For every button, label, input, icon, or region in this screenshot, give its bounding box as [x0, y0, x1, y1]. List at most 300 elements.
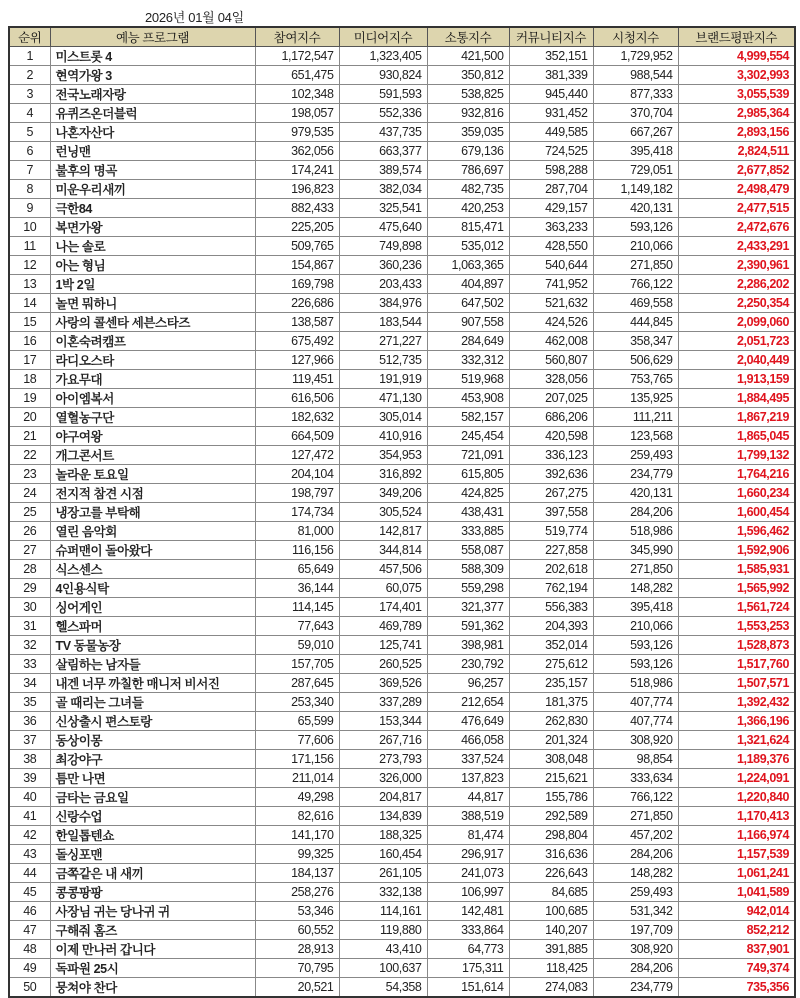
report-date: 2026년 01월 04일 [145, 10, 244, 25]
community-index: 429,157 [509, 199, 593, 218]
community-index: 686,206 [509, 408, 593, 427]
program-name: 싱어게인 [50, 598, 255, 617]
program-name: 열린 음악회 [50, 522, 255, 541]
table-row [9, 598, 795, 617]
viewing-index: 333,634 [593, 769, 678, 788]
brand-score: 1,596,462 [678, 522, 795, 541]
viewing-index: 531,342 [593, 902, 678, 921]
table-row [9, 275, 795, 294]
participation-index: 651,475 [255, 66, 339, 85]
communication-index: 96,257 [427, 674, 509, 693]
media-index: 305,524 [339, 503, 427, 522]
communication-index: 151,614 [427, 978, 509, 998]
community-index: 235,157 [509, 674, 593, 693]
media-index: 100,637 [339, 959, 427, 978]
program-name: 내겐 너무 까칠한 매니저 비서진 [50, 674, 255, 693]
media-index: 125,741 [339, 636, 427, 655]
rank-cell: 30 [9, 598, 50, 617]
viewing-index: 284,206 [593, 845, 678, 864]
communication-index: 359,035 [427, 123, 509, 142]
rank-cell: 50 [9, 978, 50, 998]
brand-score: 3,302,993 [678, 66, 795, 85]
community-index: 391,885 [509, 940, 593, 959]
rank-cell: 20 [9, 408, 50, 427]
media-index: 191,919 [339, 370, 427, 389]
participation-index: 81,000 [255, 522, 339, 541]
participation-index: 65,649 [255, 560, 339, 579]
viewing-index: 407,774 [593, 693, 678, 712]
rank-cell: 48 [9, 940, 50, 959]
table-row [9, 617, 795, 636]
program-name: 돌싱포맨 [50, 845, 255, 864]
viewing-index: 271,850 [593, 807, 678, 826]
communication-index: 296,917 [427, 845, 509, 864]
participation-index: 1,172,547 [255, 47, 339, 66]
brand-score: 2,477,515 [678, 199, 795, 218]
rank-cell: 5 [9, 123, 50, 142]
participation-index: 362,056 [255, 142, 339, 161]
participation-index: 979,535 [255, 123, 339, 142]
media-index: 204,817 [339, 788, 427, 807]
participation-index: 225,205 [255, 218, 339, 237]
community-index: 207,025 [509, 389, 593, 408]
media-index: 382,034 [339, 180, 427, 199]
participation-index: 60,552 [255, 921, 339, 940]
rank-cell: 38 [9, 750, 50, 769]
participation-index: 664,509 [255, 427, 339, 446]
community-index: 724,525 [509, 142, 593, 161]
table-row [9, 199, 795, 218]
rank-cell: 13 [9, 275, 50, 294]
program-name: 런닝맨 [50, 142, 255, 161]
rank-cell: 43 [9, 845, 50, 864]
rank-cell: 4 [9, 104, 50, 123]
community-index: 84,685 [509, 883, 593, 902]
participation-index: 138,587 [255, 313, 339, 332]
participation-index: 49,298 [255, 788, 339, 807]
program-name: 놀면 뭐하니 [50, 294, 255, 313]
media-index: 60,075 [339, 579, 427, 598]
media-index: 337,289 [339, 693, 427, 712]
program-name: 식스센스 [50, 560, 255, 579]
viewing-index: 234,779 [593, 978, 678, 998]
table-row [9, 541, 795, 560]
brand-score: 1,561,724 [678, 598, 795, 617]
table-row [9, 389, 795, 408]
viewing-index: 407,774 [593, 712, 678, 731]
viewing-index: 234,779 [593, 465, 678, 484]
brand-score: 2,985,364 [678, 104, 795, 123]
rank-cell: 18 [9, 370, 50, 389]
rank-cell: 2 [9, 66, 50, 85]
program-name: 한일톱텐쇼 [50, 826, 255, 845]
table-row [9, 218, 795, 237]
brand-score: 2,824,511 [678, 142, 795, 161]
rank-cell: 6 [9, 142, 50, 161]
media-index: 271,227 [339, 332, 427, 351]
communication-index: 535,012 [427, 237, 509, 256]
rank-cell: 17 [9, 351, 50, 370]
media-index: 552,336 [339, 104, 427, 123]
media-index: 471,130 [339, 389, 427, 408]
program-name: 전지적 참견 시점 [50, 484, 255, 503]
viewing-index: 877,333 [593, 85, 678, 104]
table-row [9, 446, 795, 465]
participation-index: 196,823 [255, 180, 339, 199]
header-community: 커뮤니티지수 [509, 27, 593, 47]
program-name: 이제 만나러 갑니다 [50, 940, 255, 959]
brand-score: 1,884,495 [678, 389, 795, 408]
rank-cell: 46 [9, 902, 50, 921]
brand-score: 1,660,234 [678, 484, 795, 503]
brand-score: 1,865,045 [678, 427, 795, 446]
viewing-index: 345,990 [593, 541, 678, 560]
community-index: 201,324 [509, 731, 593, 750]
table-row [9, 66, 795, 85]
communication-index: 679,136 [427, 142, 509, 161]
brand-score: 837,901 [678, 940, 795, 959]
brand-score: 1,553,253 [678, 617, 795, 636]
communication-index: 245,454 [427, 427, 509, 446]
brand-score: 1,517,760 [678, 655, 795, 674]
viewing-index: 271,850 [593, 560, 678, 579]
communication-index: 333,864 [427, 921, 509, 940]
table-row [9, 465, 795, 484]
program-name: 이혼숙려캠프 [50, 332, 255, 351]
community-index: 462,008 [509, 332, 593, 351]
communication-index: 106,997 [427, 883, 509, 902]
community-index: 392,636 [509, 465, 593, 484]
participation-index: 171,156 [255, 750, 339, 769]
viewing-index: 593,126 [593, 636, 678, 655]
program-name: TV 동물농장 [50, 636, 255, 655]
program-name: 구해줘 홈즈 [50, 921, 255, 940]
table-row [9, 161, 795, 180]
header-media: 미디어지수 [339, 27, 427, 47]
rank-cell: 42 [9, 826, 50, 845]
participation-index: 184,137 [255, 864, 339, 883]
participation-index: 116,156 [255, 541, 339, 560]
media-index: 410,916 [339, 427, 427, 446]
community-index: 215,621 [509, 769, 593, 788]
program-name: 금타는 금요일 [50, 788, 255, 807]
rank-cell: 31 [9, 617, 50, 636]
rank-cell: 29 [9, 579, 50, 598]
viewing-index: 111,211 [593, 408, 678, 427]
participation-index: 114,145 [255, 598, 339, 617]
table-row [9, 85, 795, 104]
table-row [9, 807, 795, 826]
participation-index: 198,797 [255, 484, 339, 503]
community-index: 275,612 [509, 655, 593, 674]
table-row [9, 693, 795, 712]
media-index: 437,735 [339, 123, 427, 142]
viewing-index: 123,568 [593, 427, 678, 446]
viewing-index: 444,845 [593, 313, 678, 332]
community-index: 556,383 [509, 598, 593, 617]
community-index: 521,632 [509, 294, 593, 313]
brand-score: 1,799,132 [678, 446, 795, 465]
community-index: 274,083 [509, 978, 593, 998]
program-name: 전국노래자랑 [50, 85, 255, 104]
communication-index: 241,073 [427, 864, 509, 883]
brand-score: 2,472,676 [678, 218, 795, 237]
media-index: 174,401 [339, 598, 427, 617]
program-name: 가요무대 [50, 370, 255, 389]
brand-score: 1,321,624 [678, 731, 795, 750]
community-index: 336,123 [509, 446, 593, 465]
communication-index: 333,885 [427, 522, 509, 541]
rank-cell: 32 [9, 636, 50, 655]
community-index: 352,151 [509, 47, 593, 66]
viewing-index: 1,729,952 [593, 47, 678, 66]
communication-index: 647,502 [427, 294, 509, 313]
program-name: 신랑수업 [50, 807, 255, 826]
brand-score: 2,051,723 [678, 332, 795, 351]
viewing-index: 395,418 [593, 142, 678, 161]
media-index: 344,814 [339, 541, 427, 560]
brand-score: 2,677,852 [678, 161, 795, 180]
table-row [9, 522, 795, 541]
rank-cell: 24 [9, 484, 50, 503]
communication-index: 137,823 [427, 769, 509, 788]
rank-cell: 37 [9, 731, 50, 750]
communication-index: 420,253 [427, 199, 509, 218]
media-index: 134,839 [339, 807, 427, 826]
media-index: 354,953 [339, 446, 427, 465]
participation-index: 36,144 [255, 579, 339, 598]
communication-index: 332,312 [427, 351, 509, 370]
community-index: 267,275 [509, 484, 593, 503]
communication-index: 337,524 [427, 750, 509, 769]
viewing-index: 667,267 [593, 123, 678, 142]
media-index: 114,161 [339, 902, 427, 921]
viewing-index: 259,493 [593, 446, 678, 465]
brand-score: 749,374 [678, 959, 795, 978]
program-name: 개그콘서트 [50, 446, 255, 465]
program-name: 뭉쳐야 찬다 [50, 978, 255, 998]
communication-index: 64,773 [427, 940, 509, 959]
communication-index: 588,309 [427, 560, 509, 579]
program-name: 나혼자산다 [50, 123, 255, 142]
participation-index: 127,472 [255, 446, 339, 465]
rank-cell: 16 [9, 332, 50, 351]
table-row [9, 978, 795, 998]
participation-index: 119,451 [255, 370, 339, 389]
program-name: 미스트롯 4 [50, 47, 255, 66]
viewing-index: 766,122 [593, 275, 678, 294]
participation-index: 882,433 [255, 199, 339, 218]
brand-score: 1,592,906 [678, 541, 795, 560]
communication-index: 476,649 [427, 712, 509, 731]
participation-index: 253,340 [255, 693, 339, 712]
header-participation: 참여지수 [255, 27, 339, 47]
participation-index: 141,170 [255, 826, 339, 845]
table-row [9, 313, 795, 332]
viewing-index: 308,920 [593, 731, 678, 750]
participation-index: 169,798 [255, 275, 339, 294]
participation-index: 157,705 [255, 655, 339, 674]
participation-index: 99,325 [255, 845, 339, 864]
rank-cell: 28 [9, 560, 50, 579]
table-row [9, 332, 795, 351]
brand-score: 1,041,589 [678, 883, 795, 902]
media-index: 326,000 [339, 769, 427, 788]
program-name: 라디오스타 [50, 351, 255, 370]
rank-cell: 19 [9, 389, 50, 408]
rank-cell: 12 [9, 256, 50, 275]
table-row [9, 256, 795, 275]
table-row [9, 883, 795, 902]
participation-index: 53,346 [255, 902, 339, 921]
media-index: 160,454 [339, 845, 427, 864]
communication-index: 538,825 [427, 85, 509, 104]
table-row [9, 636, 795, 655]
table-row [9, 712, 795, 731]
header-row [9, 27, 795, 47]
table-row [9, 750, 795, 769]
media-index: 54,358 [339, 978, 427, 998]
brand-score: 2,390,961 [678, 256, 795, 275]
communication-index: 466,058 [427, 731, 509, 750]
communication-index: 388,519 [427, 807, 509, 826]
community-index: 598,288 [509, 161, 593, 180]
media-index: 183,544 [339, 313, 427, 332]
community-index: 155,786 [509, 788, 593, 807]
communication-index: 815,471 [427, 218, 509, 237]
participation-index: 287,645 [255, 674, 339, 693]
brand-score: 1,170,413 [678, 807, 795, 826]
rank-cell: 35 [9, 693, 50, 712]
table-row [9, 845, 795, 864]
media-index: 369,526 [339, 674, 427, 693]
communication-index: 1,063,365 [427, 256, 509, 275]
brand-score: 942,014 [678, 902, 795, 921]
rank-cell: 41 [9, 807, 50, 826]
rank-cell: 27 [9, 541, 50, 560]
program-name: 동상이몽 [50, 731, 255, 750]
communication-index: 786,697 [427, 161, 509, 180]
viewing-index: 358,347 [593, 332, 678, 351]
communication-index: 81,474 [427, 826, 509, 845]
media-index: 273,793 [339, 750, 427, 769]
viewing-index: 518,986 [593, 674, 678, 693]
brand-score: 2,433,291 [678, 237, 795, 256]
communication-index: 424,825 [427, 484, 509, 503]
table-row [9, 237, 795, 256]
brand-score: 735,356 [678, 978, 795, 998]
communication-index: 142,481 [427, 902, 509, 921]
media-index: 469,789 [339, 617, 427, 636]
community-index: 100,685 [509, 902, 593, 921]
program-name: 콩콩팡팡 [50, 883, 255, 902]
participation-index: 182,632 [255, 408, 339, 427]
program-name: 유퀴즈온더블럭 [50, 104, 255, 123]
rank-cell: 11 [9, 237, 50, 256]
brand-score: 2,250,354 [678, 294, 795, 313]
media-index: 188,325 [339, 826, 427, 845]
community-index: 519,774 [509, 522, 593, 541]
media-index: 332,138 [339, 883, 427, 902]
community-index: 397,558 [509, 503, 593, 522]
program-name: 복면가왕 [50, 218, 255, 237]
participation-index: 127,966 [255, 351, 339, 370]
program-name: 아는 형님 [50, 256, 255, 275]
table-row [9, 370, 795, 389]
media-index: 260,525 [339, 655, 427, 674]
media-index: 591,593 [339, 85, 427, 104]
rank-cell: 26 [9, 522, 50, 541]
community-index: 298,804 [509, 826, 593, 845]
participation-index: 82,616 [255, 807, 339, 826]
participation-index: 174,734 [255, 503, 339, 522]
communication-index: 453,908 [427, 389, 509, 408]
viewing-index: 593,126 [593, 218, 678, 237]
media-index: 384,976 [339, 294, 427, 313]
table-row [9, 902, 795, 921]
table-row [9, 864, 795, 883]
participation-index: 20,521 [255, 978, 339, 998]
table-row [9, 294, 795, 313]
community-index: 363,233 [509, 218, 593, 237]
program-name: 신상출시 편스토랑 [50, 712, 255, 731]
brand-score: 1,220,840 [678, 788, 795, 807]
viewing-index: 518,986 [593, 522, 678, 541]
rank-cell: 22 [9, 446, 50, 465]
community-index: 262,830 [509, 712, 593, 731]
participation-index: 204,104 [255, 465, 339, 484]
community-index: 420,598 [509, 427, 593, 446]
media-index: 261,105 [339, 864, 427, 883]
table-row [9, 503, 795, 522]
program-name: 사장님 귀는 당나귀 귀 [50, 902, 255, 921]
program-name: 헬스파머 [50, 617, 255, 636]
community-index: 202,618 [509, 560, 593, 579]
media-index: 663,377 [339, 142, 427, 161]
community-index: 292,589 [509, 807, 593, 826]
viewing-index: 753,765 [593, 370, 678, 389]
community-index: 140,207 [509, 921, 593, 940]
viewing-index: 148,282 [593, 864, 678, 883]
rank-cell: 44 [9, 864, 50, 883]
header-brand-score: 브랜드평판지수 [678, 27, 795, 47]
brand-score: 2,498,479 [678, 180, 795, 199]
participation-index: 77,643 [255, 617, 339, 636]
participation-index: 102,348 [255, 85, 339, 104]
program-name: 불후의 명곡 [50, 161, 255, 180]
program-name: 나는 솔로 [50, 237, 255, 256]
brand-score: 1,166,974 [678, 826, 795, 845]
table-row [9, 788, 795, 807]
table-row [9, 769, 795, 788]
media-index: 389,574 [339, 161, 427, 180]
community-index: 204,393 [509, 617, 593, 636]
viewing-index: 506,629 [593, 351, 678, 370]
viewing-index: 148,282 [593, 579, 678, 598]
brand-score: 3,055,539 [678, 85, 795, 104]
media-index: 349,206 [339, 484, 427, 503]
communication-index: 438,431 [427, 503, 509, 522]
rank-cell: 47 [9, 921, 50, 940]
media-index: 930,824 [339, 66, 427, 85]
participation-index: 154,867 [255, 256, 339, 275]
viewing-index: 210,066 [593, 617, 678, 636]
participation-index: 59,010 [255, 636, 339, 655]
communication-index: 519,968 [427, 370, 509, 389]
participation-index: 211,014 [255, 769, 339, 788]
rank-cell: 1 [9, 47, 50, 66]
community-index: 352,014 [509, 636, 593, 655]
